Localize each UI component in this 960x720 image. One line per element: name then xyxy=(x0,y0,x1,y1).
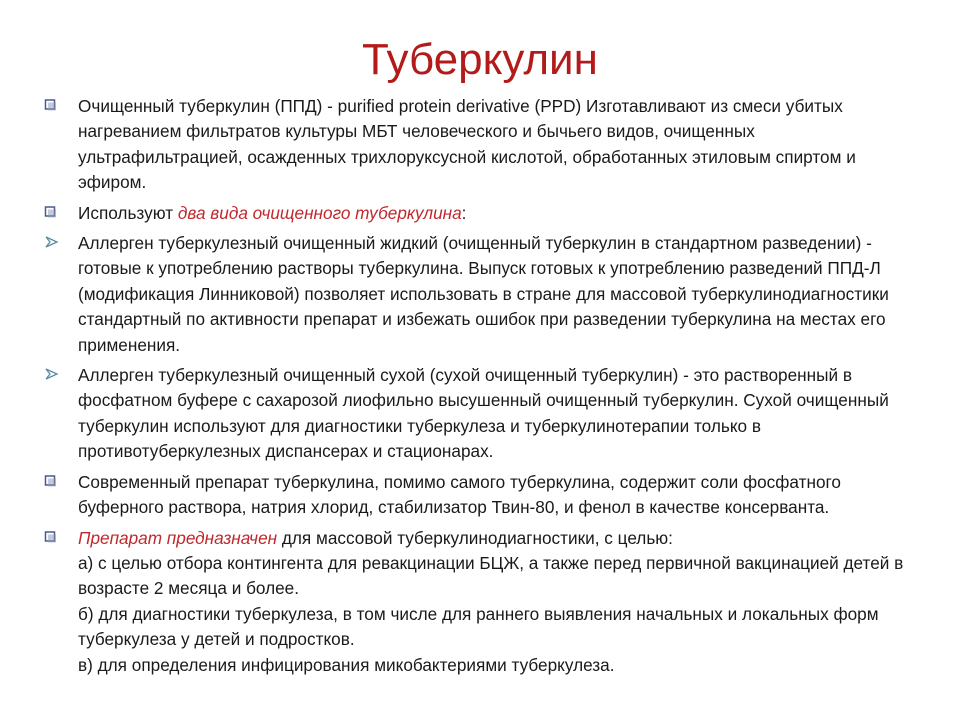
bullet-item-composition xyxy=(44,470,904,521)
sub-item-b: б) для диагностики туберкулеза, в том числе для раннего выявления начальных и локальных форм туберкулеза у детей и подростков. xyxy=(78,603,879,650)
item-text: Аллерген туберкулезный очищенный сухой (сухой очищенный туберкулин) - это растворенный в фосфатном буфере с сахарозой лиофильно высушенный очищенный туберкулин. Сухой очищенный туберкулин используют для диагностики туберкулеза и туберкулинотерапии только в противотуберкулезных диспансерах и стационарах. xyxy=(78,365,889,462)
highlight-text: Препарат предназначен xyxy=(78,527,278,548)
bullet-item-ppd xyxy=(44,94,904,196)
item-text: Современный препарат туберкулина, помимо самого туберкулина, содержит соли фосфатного буферного раствора, натрия хлорид, стабилизатор Твин-80, и фенол в качестве консерванта. xyxy=(78,471,841,518)
item-text: Аллерген туберкулезный очищенный жидкий (очищенный туберкулин в стандартном разведении) - готовые к употреблению растворы туберкулина. Выпуск готовых к употреблению разведений ППД-Л (модификация Линниковой) позволяет использовать в стране для массовой туберкулинодиагностики стандартный по активности препарат и избежать ошибок при разведении туберкулина на местах его применения. xyxy=(78,233,889,355)
square-bullet-icon xyxy=(44,201,62,226)
bullet-item-two-types xyxy=(44,201,904,226)
item-text-before: Используют xyxy=(78,202,178,223)
arrow-bullet-icon xyxy=(44,363,62,388)
sub-item-c: в) для определения инфицирования микобактериями туберкулеза. xyxy=(78,654,615,675)
item-text-after: : xyxy=(461,202,467,223)
item-text: Очищенный туберкулин (ППД) - purified protein derivative (PPD) Изготавливают из смеси убитых нагреванием фильтратов культуры МБТ человеческого и бычьего видов, очищенных ультрафильтрацией, осажденных трихлоруксусной кислотой, обработанных этиловым спиртом и эфиром. xyxy=(78,96,856,193)
square-bullet-icon xyxy=(44,470,62,495)
slide-title: Туберкулин xyxy=(362,35,598,84)
square-bullet-icon xyxy=(44,526,62,551)
square-bullet-icon xyxy=(44,94,62,119)
bullet-item-liquid-allergen xyxy=(44,231,904,358)
sub-item-a: а) с целью отбора контингента для ревакцинации БЦЖ, а также перед первичной вакцинацией детей в возрасте 2 месяца и более. xyxy=(78,552,904,599)
highlight-text: два вида очищенного туберкулина xyxy=(177,202,462,223)
bullet-item-dry-allergen xyxy=(44,363,904,465)
slide-content xyxy=(44,94,904,683)
arrow-bullet-icon xyxy=(44,231,62,256)
item-text-after: для массовой туберкулинодиагностики, с целью: xyxy=(277,527,673,548)
bullet-item-purpose xyxy=(44,526,904,678)
